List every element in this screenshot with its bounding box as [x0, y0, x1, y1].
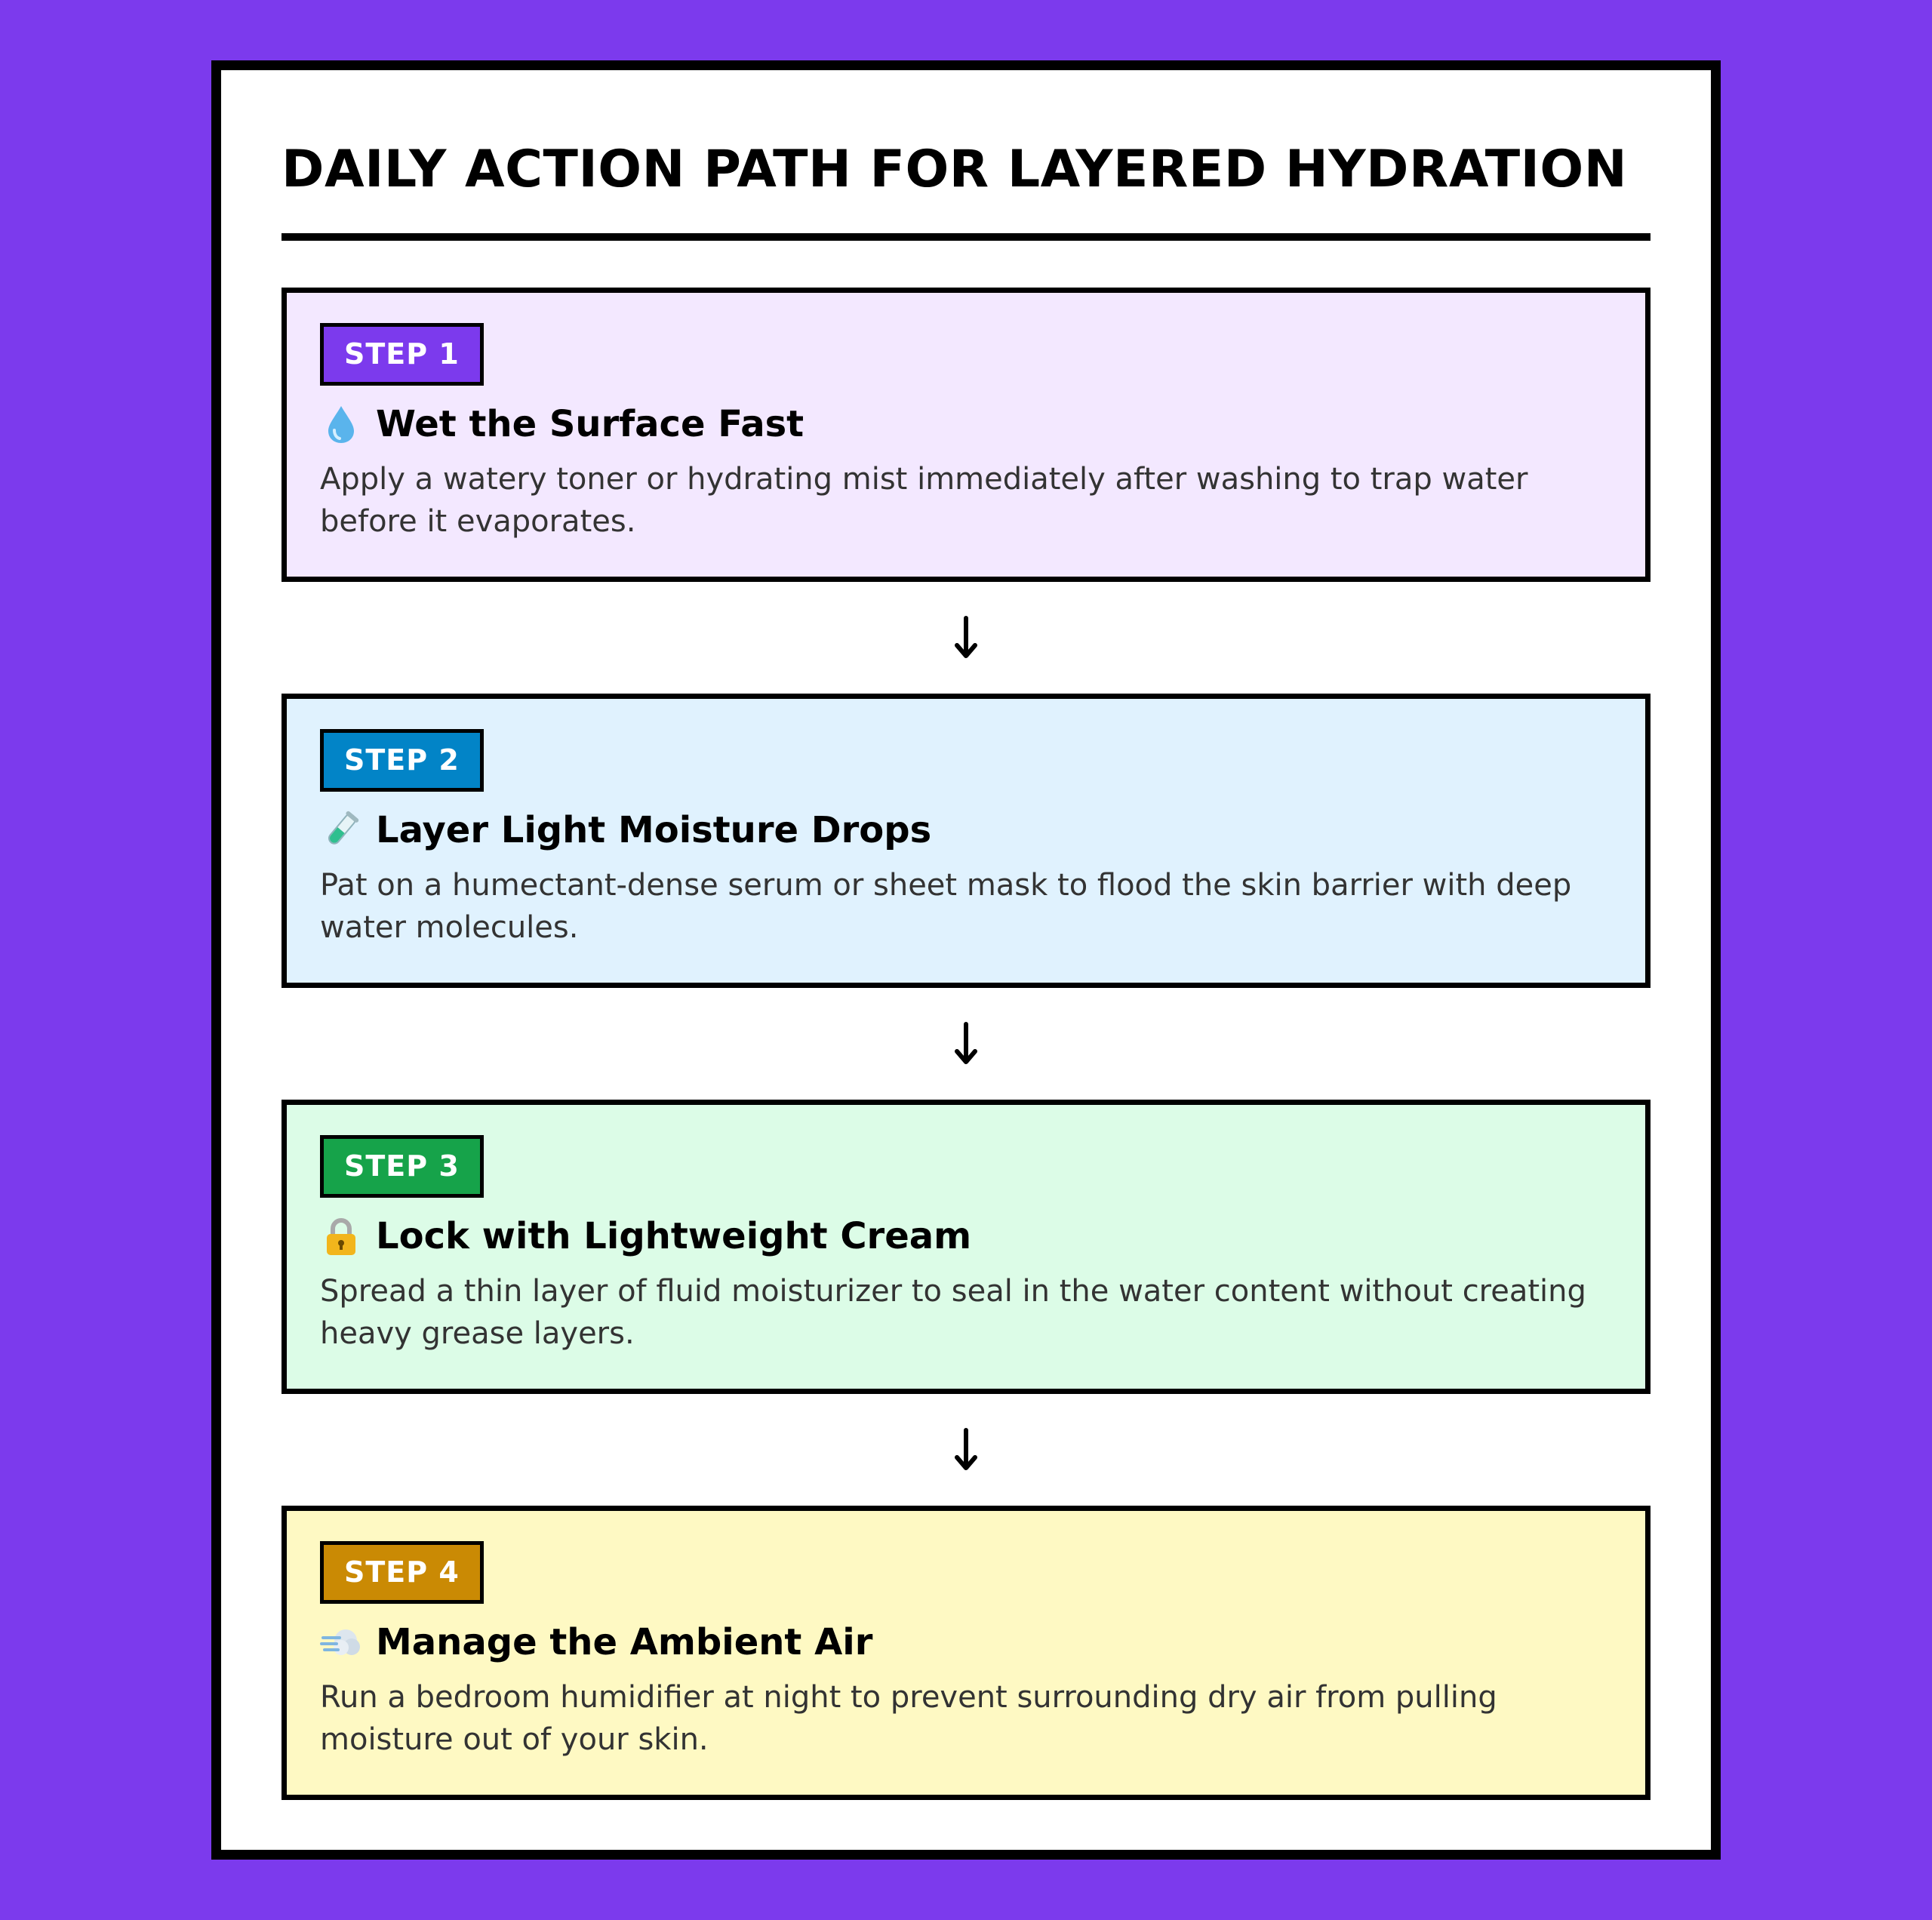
arrow-down-icon — [951, 615, 981, 660]
step-card-4 — [281, 1506, 1651, 1800]
step-badge: STEP 4 — [320, 1541, 484, 1604]
flow-connector — [281, 988, 1651, 1100]
step-header — [320, 1213, 1612, 1260]
step-title: Wet the Surface Fast — [376, 403, 804, 445]
water-drop-icon — [320, 403, 362, 445]
step-badge: STEP 2 — [320, 729, 484, 792]
step-card-2 — [281, 694, 1651, 988]
step-title: Layer Light Moisture Drops — [376, 809, 932, 851]
step-badge: STEP 1 — [320, 323, 484, 386]
step-header — [320, 807, 1612, 854]
lock-icon — [320, 1215, 362, 1257]
arrow-down-icon — [951, 1427, 981, 1472]
step-card-3 — [281, 1100, 1651, 1394]
step-description: Run a bedroom humidifier at night to prevent surrounding dry air from pulling moisture out of your skin. — [320, 1680, 1497, 1757]
step-card-1 — [281, 288, 1651, 582]
steps-list — [281, 288, 1651, 1800]
step-header — [320, 1619, 1612, 1666]
page-title: DAILY ACTION PATH FOR LAYERED HYDRATION — [281, 140, 1628, 199]
flow-connector — [281, 582, 1651, 694]
title-divider — [281, 233, 1651, 241]
action-path-card — [211, 60, 1721, 1860]
step-description: Pat on a humectant-dense serum or sheet mask to flood the skin barrier with deep water molecules. — [320, 868, 1572, 945]
step-header — [320, 401, 1612, 448]
dash-wind-icon — [320, 1621, 362, 1663]
test-tube-icon — [320, 809, 362, 851]
step-title: Lock with Lightweight Cream — [376, 1215, 972, 1257]
step-title: Manage the Ambient Air — [376, 1621, 873, 1663]
flow-connector — [281, 1394, 1651, 1506]
step-description: Spread a thin layer of fluid moisturizer to seal in the water content without creating heavy grease layers. — [320, 1274, 1586, 1351]
arrow-down-icon — [951, 1021, 981, 1066]
step-description: Apply a watery toner or hydrating mist immediately after washing to trap water before it evaporates. — [320, 462, 1528, 539]
step-badge: STEP 3 — [320, 1135, 484, 1198]
